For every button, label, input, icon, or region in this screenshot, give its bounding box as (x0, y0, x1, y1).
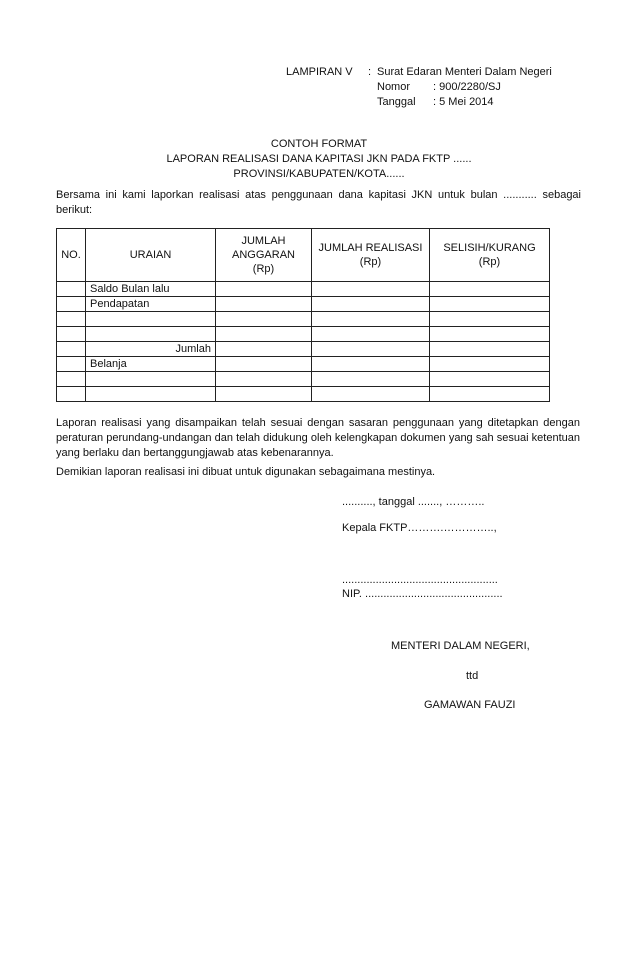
cell-no (57, 357, 86, 372)
title-line-2: LAPORAN REALISASI DANA KAPITASI JKN PADA FKTP ...... (166, 153, 472, 165)
closing-sentence: Demikian laporan realisasi ini dibuat untuk digunakan sebagaimana mestinya. (56, 466, 436, 478)
cell-uraian: Belanja (86, 357, 216, 372)
nomor-value: : 900/2280/SJ (433, 81, 501, 93)
cell-realisasi (312, 297, 430, 312)
table-row (57, 312, 550, 327)
cell-selisih (430, 342, 550, 357)
signatory-name-line: ................................................... (342, 574, 498, 586)
cell-selisih (430, 327, 550, 342)
nomor-label: Nomor (377, 81, 411, 93)
title-line-3: PROVINSI/KABUPATEN/KOTA...... (233, 168, 405, 180)
table-row (57, 387, 550, 402)
cell-selisih (430, 372, 550, 387)
cell-no (57, 327, 86, 342)
table-row (57, 297, 550, 312)
header-anggaran: JUMLAH ANGGARAN (Rp) (216, 229, 312, 282)
cell-uraian (86, 387, 216, 402)
cell-uraian (86, 327, 216, 342)
cell-selisih (430, 312, 550, 327)
lampiran-colon: : (368, 66, 372, 78)
cell-realisasi (312, 357, 430, 372)
table-row (57, 372, 550, 387)
table-row (57, 357, 550, 372)
signatory-nip: NIP. ............................................. (342, 588, 503, 600)
cell-anggaran (216, 327, 312, 342)
table-row (57, 327, 550, 342)
cell-no (57, 312, 86, 327)
cell-no (57, 282, 86, 297)
cell-anggaran (216, 297, 312, 312)
table-row-total (57, 342, 550, 357)
cell-anggaran (216, 387, 312, 402)
header-uraian: URAIAN (86, 229, 216, 282)
statement-paragraph: Laporan realisasi yang disampaikan telah sesuai dengan sasaran penggunaan yang ditetapkan dengan peraturan perundang-undangan dan telah didukung oleh kelengkapan dokumen yang sah sesuai ketentuan yang berlaku dan bertanggungjawab atas kebenarannya. (56, 417, 580, 459)
cell-realisasi (312, 327, 430, 342)
cell-uraian (86, 372, 216, 387)
tanggal-label: Tanggal (377, 96, 416, 108)
cell-realisasi (312, 342, 430, 357)
cell-no (57, 372, 86, 387)
table-header-row (57, 229, 550, 282)
cell-anggaran (216, 342, 312, 357)
minister-name: GAMAWAN FAUZI (424, 699, 516, 711)
tanggal-value: : 5 Mei 2014 (433, 96, 494, 108)
cell-anggaran (216, 312, 312, 327)
cell-uraian-jumlah: Jumlah (86, 342, 216, 357)
cell-uraian: Saldo Bulan lalu (86, 282, 216, 297)
cell-selisih (430, 282, 550, 297)
cell-no (57, 342, 86, 357)
cell-realisasi (312, 282, 430, 297)
cell-uraian (86, 312, 216, 327)
header-realisasi: JUMLAH REALISASI (Rp) (312, 229, 430, 282)
fktp-head-title: Kepala FKTP……….………….., (342, 522, 497, 534)
lampiran-value: Surat Edaran Menteri Dalam Negeri (377, 66, 552, 78)
minister-ttd: ttd (466, 670, 479, 682)
cell-anggaran (216, 357, 312, 372)
place-date: .........., tanggal ......., ……….. (342, 496, 485, 508)
cell-no (57, 297, 86, 312)
cell-realisasi (312, 387, 430, 402)
cell-realisasi (312, 312, 430, 327)
header-no: NO. (57, 229, 86, 282)
cell-anggaran (216, 372, 312, 387)
cell-selisih (430, 387, 550, 402)
title-line-1: CONTOH FORMAT (270, 138, 368, 150)
header-selisih: SELISIH/KURANG (Rp) (430, 229, 550, 282)
cell-anggaran (216, 282, 312, 297)
minister-title: MENTERI DALAM NEGERI, (391, 640, 530, 652)
lampiran-label: LAMPIRAN V (286, 66, 353, 78)
report-table (56, 228, 550, 402)
table-row (57, 282, 550, 297)
cell-no (57, 387, 86, 402)
cell-uraian: Pendapatan (86, 297, 216, 312)
intro-paragraph: Bersama ini kami laporkan realisasi atas penggunaan dana kapitasi JKN untuk bulan ........... sebagai berikut: (56, 189, 581, 216)
cell-selisih (430, 357, 550, 372)
cell-selisih (430, 297, 550, 312)
cell-realisasi (312, 372, 430, 387)
